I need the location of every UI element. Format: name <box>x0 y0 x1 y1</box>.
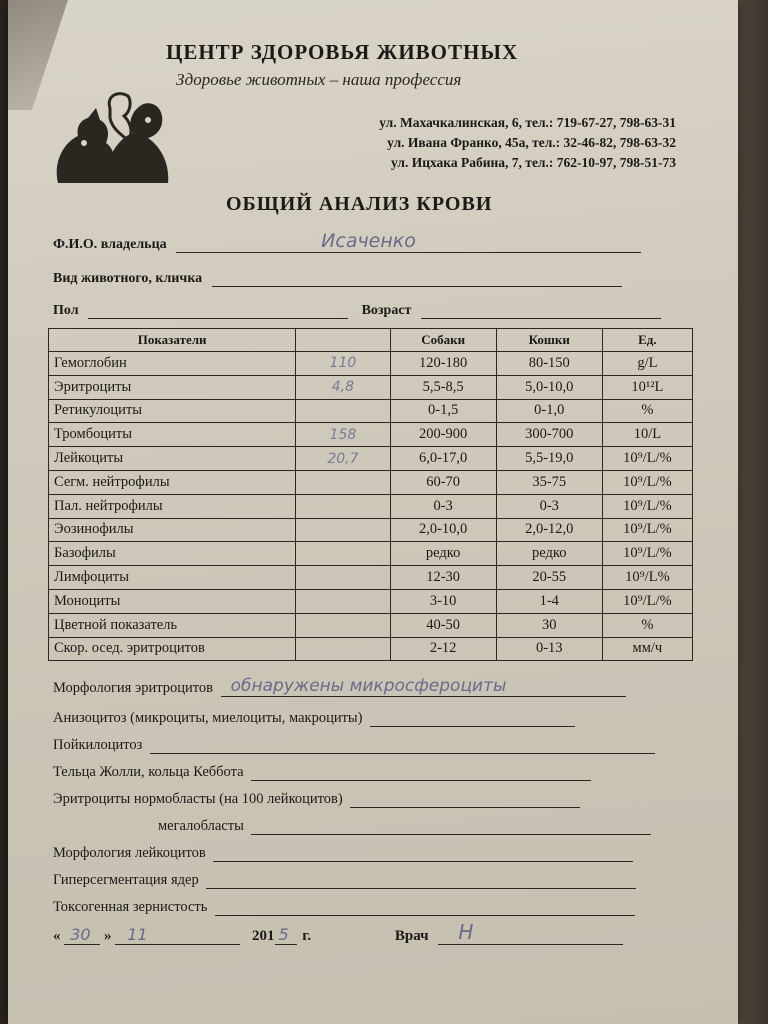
dogs-range: 2-12 <box>390 637 496 661</box>
table-row <box>49 375 693 399</box>
clinic-name: ЦЕНТР ЗДОРОВЬЯ ЖИВОТНЫХ <box>166 40 519 64</box>
year-prefix: 201 <box>252 928 275 944</box>
unit: 10⁹/L% <box>602 566 692 590</box>
unit: 10⁹/L/% <box>602 542 692 566</box>
table-row <box>49 589 693 613</box>
erythro-morph-label: Морфология эритроцитов <box>53 680 213 696</box>
header-indicator: Показатели <box>49 329 296 352</box>
normoblasts-label: Эритроциты нормобласты (на 100 лейкоцитов) <box>53 791 343 807</box>
header-value <box>296 329 390 352</box>
indicator-name: Лимфоциты <box>49 566 296 590</box>
anisocytosis-label: Анизоцитоз (микроциты, миелоциты, макроциты) <box>53 710 363 726</box>
unit: % <box>602 399 692 423</box>
table-row <box>49 637 693 661</box>
dogs-range: 0-3 <box>390 494 496 518</box>
unit: 10⁹/L/% <box>602 447 692 471</box>
toxic-field[interactable] <box>215 900 635 916</box>
jolly-row <box>53 764 591 781</box>
doctor-signature-field[interactable] <box>438 920 623 945</box>
table-row <box>49 518 693 542</box>
normoblasts-row <box>53 791 580 808</box>
cats-range: 30 <box>496 613 602 637</box>
month-handwriting: 11 <box>127 925 148 944</box>
animal-field[interactable] <box>212 270 622 287</box>
table-row <box>49 542 693 566</box>
unit: мм/ч <box>602 637 692 661</box>
cats-range: 5,5-19,0 <box>496 447 602 471</box>
result-value[interactable] <box>296 613 390 637</box>
sex-age-row <box>53 302 661 319</box>
cats-range: 20-55 <box>496 566 602 590</box>
dogs-range: 2,0-10,0 <box>390 518 496 542</box>
indicator-name: Пал. нейтрофилы <box>49 494 296 518</box>
table-row <box>49 470 693 494</box>
erythro-morph-row <box>53 676 626 697</box>
result-value[interactable] <box>296 542 390 566</box>
animal-row <box>53 270 622 287</box>
date-doctor-row <box>53 920 623 945</box>
unit: 10⁹/L/% <box>602 589 692 613</box>
result-value[interactable] <box>296 566 390 590</box>
jolly-label: Тельца Жолли, кольца Кеббота <box>53 764 244 780</box>
result-value[interactable]: 4,8 <box>296 375 390 399</box>
year-handwriting: 5 <box>278 925 289 944</box>
day-handwriting: 30 <box>70 925 91 944</box>
cats-range: редко <box>496 542 602 566</box>
indicator-name: Лейкоциты <box>49 447 296 471</box>
table-row <box>49 423 693 447</box>
age-field[interactable] <box>421 302 661 319</box>
table-row <box>49 494 693 518</box>
cats-range: 0-13 <box>496 637 602 661</box>
poikilocytosis-label: Пойкилоцитоз <box>53 737 143 753</box>
erythro-morph-field[interactable] <box>221 676 626 697</box>
indicator-name: Эозинофилы <box>49 518 296 542</box>
sex-label: Пол <box>53 303 79 318</box>
result-value[interactable]: 110 <box>296 352 390 376</box>
header-dogs: Собаки <box>390 329 496 352</box>
owner-label: Ф.И.О. владельца <box>53 237 167 252</box>
cats-range: 80-150 <box>496 352 602 376</box>
result-value[interactable] <box>296 399 390 423</box>
unit: 10⁹/L/% <box>602 494 692 518</box>
date-quote-open: « <box>53 928 61 944</box>
date-quote-close: » <box>104 928 112 944</box>
table-row <box>49 447 693 471</box>
doctor-label: Врач <box>394 928 429 944</box>
anisocytosis-row <box>53 710 575 727</box>
cats-range: 0-1,0 <box>496 399 602 423</box>
result-value[interactable] <box>296 589 390 613</box>
toxic-label: Токсогенная зернистость <box>53 899 208 915</box>
form-paper <box>8 0 738 1024</box>
result-value[interactable]: 20,7 <box>296 447 390 471</box>
table-header-row <box>49 329 693 352</box>
owner-row <box>53 230 641 253</box>
dogs-range: 120-180 <box>390 352 496 376</box>
indicator-name: Скор. осед. эритроцитов <box>49 637 296 661</box>
anisocytosis-field[interactable] <box>370 711 575 727</box>
result-value[interactable] <box>296 518 390 542</box>
table-row <box>49 613 693 637</box>
leuko-morph-field[interactable] <box>213 846 633 862</box>
dogs-range: 200-900 <box>390 423 496 447</box>
result-value[interactable] <box>296 470 390 494</box>
cats-range: 1-4 <box>496 589 602 613</box>
result-value[interactable] <box>296 494 390 518</box>
indicator-name: Эритроциты <box>49 375 296 399</box>
address-line-1: ул. Махачкалинская, 6, тел.: 719-67-27, 798-63-31 <box>379 115 676 130</box>
indicator-name: Цветной показатель <box>49 613 296 637</box>
age-label: Возраст <box>361 303 412 318</box>
table-row <box>49 352 693 376</box>
unit: 10¹²L <box>602 375 692 399</box>
clinic-logo-icon <box>48 88 173 188</box>
sex-field[interactable] <box>88 302 348 319</box>
leuko-morph-label: Морфология лейкоцитов <box>53 845 206 861</box>
dogs-range: 40-50 <box>390 613 496 637</box>
day-field[interactable] <box>64 925 100 945</box>
hyperseg-field[interactable] <box>206 873 636 889</box>
megaloblasts-row <box>158 818 651 835</box>
cats-range: 300-700 <box>496 423 602 447</box>
unit: g/L <box>602 352 692 376</box>
hyperseg-label: Гиперсегментация ядер <box>53 872 199 888</box>
unit: 10⁹/L/% <box>602 470 692 494</box>
form-title: ОБЩИЙ АНАЛИЗ КРОВИ <box>226 193 493 215</box>
animal-label: Вид животного, кличка <box>53 271 203 286</box>
indicator-name: Тромбоциты <box>49 423 296 447</box>
table-row <box>49 399 693 423</box>
doctor-signature: Н <box>458 920 474 944</box>
month-field[interactable] <box>115 925 240 945</box>
normoblasts-field[interactable] <box>350 792 580 808</box>
indicator-name: Моноциты <box>49 589 296 613</box>
dogs-range: 6,0-17,0 <box>390 447 496 471</box>
table-row <box>49 566 693 590</box>
dogs-range: редко <box>390 542 496 566</box>
owner-handwriting: Исаченко <box>321 230 416 252</box>
hyperseg-row <box>53 872 636 889</box>
header-unit: Ед. <box>602 329 692 352</box>
indicator-name: Сегм. нейтрофилы <box>49 470 296 494</box>
header-cats: Кошки <box>496 329 602 352</box>
unit: % <box>602 613 692 637</box>
cats-range: 35-75 <box>496 470 602 494</box>
owner-field[interactable] <box>176 230 641 253</box>
year-field[interactable] <box>275 925 297 945</box>
table-body <box>49 352 693 661</box>
cats-range: 5,0-10,0 <box>496 375 602 399</box>
indicator-name: Ретикулоциты <box>49 399 296 423</box>
erythro-morph-handwriting: обнаружены микросфероциты <box>230 676 507 696</box>
indicator-name: Гемоглобин <box>49 352 296 376</box>
address-line-2: ул. Ивана Франко, 45а, тел.: 32-46-82, 798-63-32 <box>387 135 676 150</box>
unit: 10⁹/L/% <box>602 518 692 542</box>
dogs-range: 3-10 <box>390 589 496 613</box>
address-line-3: ул. Ицхака Рабина, 7, тел.: 762-10-97, 798-51-73 <box>390 155 676 170</box>
megaloblasts-field[interactable] <box>251 819 651 835</box>
result-value[interactable] <box>296 637 390 661</box>
clinic-slogan: Здоровье животных – наша профессия <box>176 70 462 89</box>
megaloblasts-label: мегалобласты <box>158 818 244 834</box>
year-label: г. <box>302 928 312 944</box>
dogs-range: 60-70 <box>390 470 496 494</box>
poikilocytosis-row <box>53 737 655 754</box>
unit: 10/L <box>602 423 692 447</box>
result-value[interactable]: 158 <box>296 423 390 447</box>
cats-range: 0-3 <box>496 494 602 518</box>
blood-table <box>48 328 693 661</box>
cats-range: 2,0-12,0 <box>496 518 602 542</box>
dogs-range: 0-1,5 <box>390 399 496 423</box>
jolly-field[interactable] <box>251 765 591 781</box>
toxic-row <box>53 899 635 916</box>
indicator-name: Базофилы <box>49 542 296 566</box>
dogs-range: 5,5-8,5 <box>390 375 496 399</box>
dogs-range: 12-30 <box>390 566 496 590</box>
leuko-morph-row <box>53 845 633 862</box>
poikilocytosis-field[interactable] <box>150 738 655 754</box>
